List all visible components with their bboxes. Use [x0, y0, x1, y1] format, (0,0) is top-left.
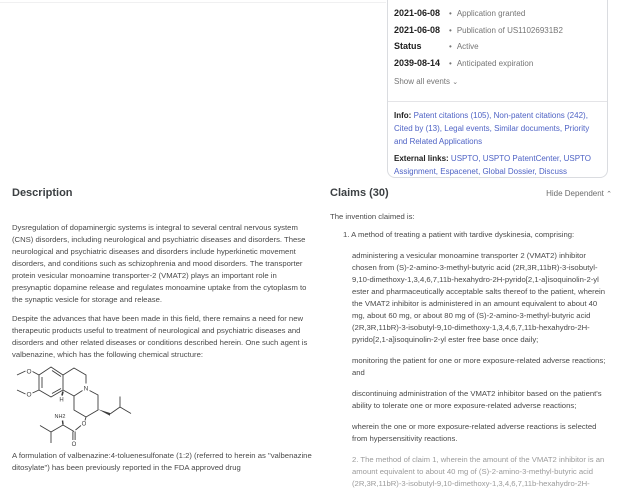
timeline-event — [394, 41, 601, 58]
show-all-events-toggle[interactable] — [394, 77, 601, 90]
hide-dependent-toggle[interactable] — [546, 186, 612, 198]
description-section — [12, 186, 318, 474]
timeline — [394, 8, 601, 74]
event-label: Anticipated expiration — [456, 58, 534, 68]
timeline-event — [394, 8, 601, 25]
info-link[interactable]: Similar documents — [494, 124, 560, 133]
svg-text:O: O — [26, 391, 32, 399]
chevron-down-icon: ⌄ — [452, 79, 459, 86]
svg-text:NH2: NH2 — [54, 414, 66, 420]
description-paragraphs — [12, 222, 318, 361]
external-link[interactable]: Global Dossier — [482, 167, 535, 176]
claims-section — [330, 186, 612, 490]
event-date: Status — [394, 41, 422, 51]
info-label: Info: — [394, 111, 412, 120]
svg-text:O: O — [71, 442, 77, 448]
claim-text: administering a vesicular monoamine transporter 2 (VMAT2) inhibitor chosen from (S)-2-amino-3-methyl-butyric acid (2R,3R,11bR)-3-isobutyl-9,10-dimethoxy-1,3,4,6,7,11b-hexahydro-2H-pyrido[2,1-a]isoquinolin-2-yl ester and pharmaceutically acceptable salts thereof to the patient, wherein the VMAT2 inhibitor is administered in an amount equivalent to about 40 mg, about 60 mg, or about 80 mg of (S)-2-amino-3-methyl-butyric acid (2R,3R,11bR)-3-isobutyl-9,10-dimethoxy-1,3,4,6,7,11b-hexahydro-2H-pyrido[2,1-a]isoquinolin-2-yl ester free base once daily; — [352, 251, 605, 344]
bullet-icon: • — [449, 58, 452, 68]
chevron-up-icon: ⌃ — [606, 191, 612, 198]
hide-dependent-label: Hide Dependent — [546, 189, 604, 198]
bullet-icon: • — [449, 25, 452, 35]
info-link[interactable]: Priority and Related Applications — [394, 124, 590, 146]
event-label: Application granted — [456, 9, 526, 18]
claims-title: Claims (30) — [330, 187, 389, 199]
description-paragraph: A formulation of valbenazine:4-toluenesulfonate (1:2) (referred to herein as "valbenazine ditosylate") has been previously reported in the FDA approved drug — [12, 451, 312, 472]
external-link[interactable]: Discuss — [539, 167, 568, 176]
claim-text: discontinuing administration of the VMAT2 inhibitor based on the patient's ability to tolerate one or more exposure-related adverse reactions; — [352, 389, 602, 410]
description-paragraphs-after — [12, 450, 318, 474]
claim-item — [330, 454, 612, 490]
info-link[interactable]: Legal events — [444, 124, 490, 133]
description-paragraph: Despite the advances that have been made in this field, there remains a need for new therapeutic products useful to treatment of neurological and psychiatric diseases and disorders and other related diseases or conditions described herein. One such agent is valbenazine, which has the following chemical structure: — [12, 314, 308, 359]
external-link[interactable]: USPTO PatentCenter — [482, 154, 560, 163]
timeline-event — [394, 58, 601, 75]
claim-item — [330, 229, 612, 445]
external-link[interactable]: USPTO Assignment — [394, 154, 592, 176]
info-link[interactable]: Patent citations (105) — [413, 111, 490, 120]
info-link[interactable]: Non-patent citations (242) — [493, 111, 586, 120]
bullet-icon: • — [449, 42, 452, 51]
svg-text:N: N — [83, 385, 89, 393]
timeline-event — [394, 25, 601, 42]
claim-text: monitoring the patient for one or more exposure-related adverse reactions; and — [352, 356, 606, 377]
info-link[interactable]: Cited by (13) — [394, 124, 440, 133]
section-divider-line — [0, 2, 386, 3]
patent-events-card — [387, 0, 608, 178]
event-label: Active — [456, 42, 479, 51]
claims-header — [330, 186, 612, 200]
event-date: 2021-06-08 — [394, 24, 441, 35]
external-link[interactable]: USPTO — [450, 154, 479, 163]
event-date: 2021-06-08 — [394, 8, 441, 18]
claim-text: wherein the one or more exposure-related adverse reactions is selected from hypersensitivity reactions. — [352, 422, 597, 443]
svg-text:O: O — [26, 368, 32, 376]
external-link[interactable]: Espacenet — [440, 167, 479, 176]
svg-text:H: H — [59, 397, 64, 404]
description-paragraph: Dysregulation of dopaminergic systems is integral to several central nervous system (CNS) disorders, including neurological and psychiatric diseases and disorders. These neurological and psychiatric diseases and disorders include hyperkinetic movement disorders, and conditions such as schizophrenia and mood disorders. The transporter protein vesicular monoamine transporter-2 (VMAT2) plays an important role in presynaptic dopamine release and regulates monoamine uptake from the cytoplasm to the synaptic vesicle for storage and release. — [12, 223, 307, 304]
event-date: 2039-08-14 — [394, 57, 441, 68]
claims-intro: The invention claimed is: — [330, 212, 415, 221]
card-divider — [388, 101, 607, 102]
show-all-events-label: Show all events — [394, 77, 451, 86]
claim-text: 2. The method of claim 1, wherein the amount of the VMAT2 inhibitor is an amount equivalent to about 40 mg of (S)-2-amino-3-methyl-butyric acid (2R,3R,11bR)-3-isobutyl-9,10-dimethoxy-1,3,4,6,7,11b-hexahydro-2H- — [352, 455, 605, 488]
external-links-block: External links: USPTO, USPTO PatentCenter, USPTO Assignment, Espacenet, Global Dossier, Discuss — [394, 154, 592, 176]
external-links-label: External links: — [394, 154, 449, 163]
claims-list — [330, 229, 612, 490]
description-title: Description — [12, 187, 73, 199]
bullet-icon: • — [449, 9, 452, 18]
claim-text: 1. A method of treating a patient with tardive dyskinesia, comprising: — [343, 230, 575, 239]
chemical-structure-image[interactable] — [12, 362, 318, 450]
info-links-block: Info: Patent citations (105), Non-patent citations (242), Cited by (13), Legal events, Similar documents, Priority and Related Applications — [394, 111, 590, 146]
event-label: Publication of US11026931B2 — [456, 25, 563, 35]
svg-text:O: O — [81, 421, 87, 428]
